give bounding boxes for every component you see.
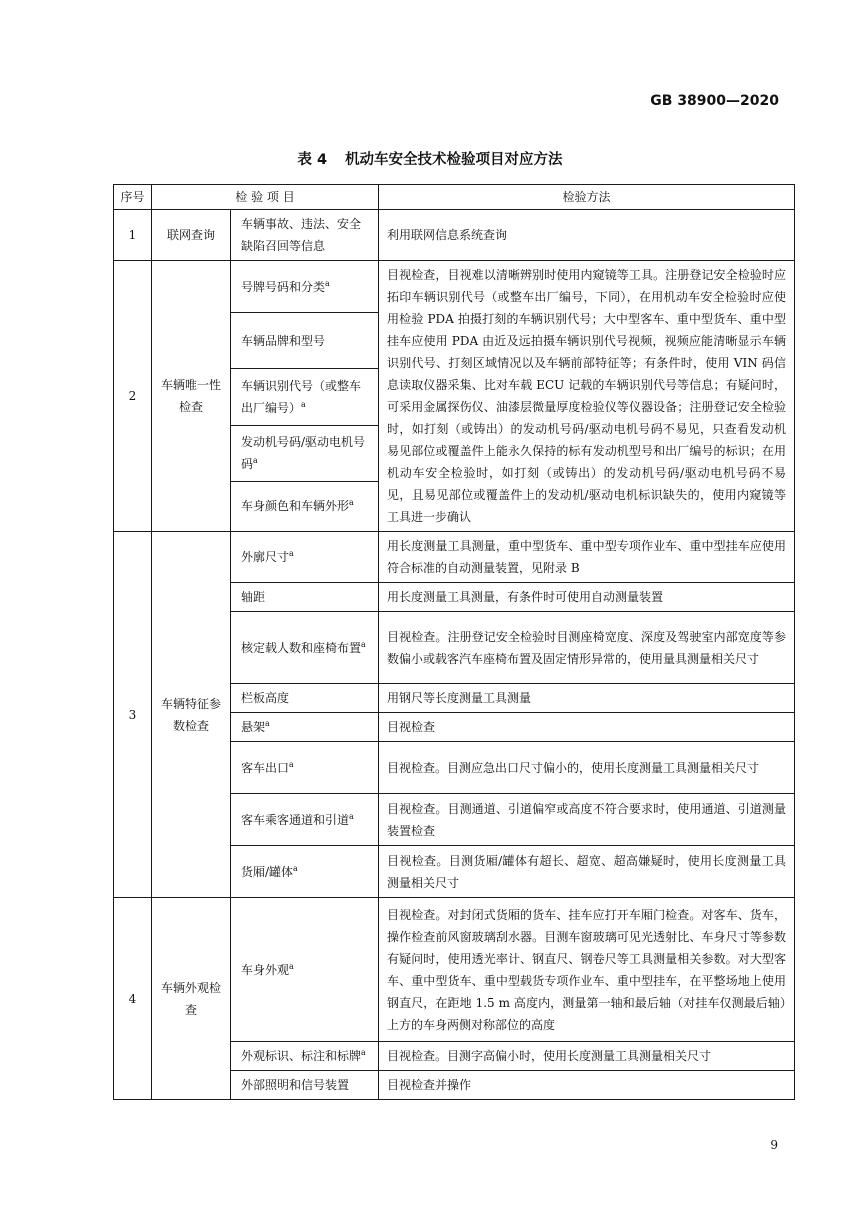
item-cell: [231, 742, 379, 794]
method-cell: 用钢尺等长度测量工具测量: [379, 684, 795, 713]
table-header-row: [114, 185, 795, 210]
group-category: 车辆外观检查: [152, 898, 231, 1100]
table-title: 机动车安全技术检验项目对应方法: [345, 152, 563, 168]
inspection-methods-table: [113, 184, 795, 1100]
method-cell: 目视检查，目视难以清晰辨别时使用内窥镜等工具。注册登记安全检验时应拓印车辆识别代号（或整车出厂编号，下同），在用机动车安全检验时应使用检验 PDA 拍摄打刻的车辆识别代号；大中型客车、重中型货车、重中型挂车应使用 PDA 由近及远拍摄车辆识别代号视频，视频应能清晰显示车辆识别代号、打刻区域情况以及车辆前部特征等；有条件时，使用 VIN 码信息读取仪器采集、比对车载 ECU 记载的车辆识别代号等信息；有疑问时，可采用金属探伤仪、油漆层微量厚度检验仪等仪器设备；注册登记安全检验时，如打刻（或铸出）的发动机号码/驱动电机号码不易见，只查看发动机易见部位或覆盖件上能永久保持的标有发动机型号和出厂编号的标识；在用机动车安全检验时，如打刻（或铸出）的发动机号码/驱动电机号码不易见，且易见部位或覆盖件上的发动机/驱动电机标识缺失的，使用内窥镜等工具进一步确认: [379, 261, 795, 532]
item-text: 车辆识别代号（或整车出厂编号）: [241, 378, 362, 415]
footnote-mark: a: [289, 759, 294, 769]
header-no: 序号: [114, 185, 152, 210]
table-caption: [0, 148, 860, 169]
method-cell: 目视检查并操作: [379, 1071, 795, 1100]
item-cell: [231, 210, 379, 261]
item-text: 车辆品牌和型号: [241, 333, 326, 348]
footnote-mark: a: [301, 399, 306, 409]
footnote-mark: a: [361, 639, 366, 649]
item-cell: [231, 481, 379, 531]
method-cell: 目视检查。目测字高偏小时，使用长度测量工具测量相关尺寸: [379, 1042, 795, 1071]
item-cell: [231, 684, 379, 713]
method-cell: 目视检查。目测货厢/罐体有超长、超宽、超高嫌疑时，使用长度测量工具测量相关尺寸: [379, 846, 795, 898]
item-cell: [231, 794, 379, 846]
item-text: 号牌号码和分类: [241, 279, 326, 294]
item-text: 车身外观: [241, 962, 290, 977]
item-cell: [231, 532, 379, 583]
method-cell: 目视检查。目测通道、引道偏窄或高度不符合要求时，使用通道、引道测量装置检查: [379, 794, 795, 846]
footnote-mark: a: [325, 278, 330, 288]
header-item: 检 验 项 目: [152, 185, 379, 210]
item-text: 外部照明和信号装置: [241, 1078, 350, 1092]
item-text: 外观标识、标注和标牌: [241, 1049, 362, 1063]
footnote-mark: a: [349, 811, 354, 821]
item-cell: [231, 612, 379, 684]
method-cell: 用长度测量工具测量，重中型货车、重中型专项作业车、重中型挂车应使用符合标准的自动测量装置，见附录 B: [379, 532, 795, 583]
item-cell: [231, 713, 379, 742]
group-category: 车辆特征参数检查: [152, 532, 231, 898]
item-text: 客车乘客通道和引道: [241, 812, 350, 827]
item-cell: [231, 313, 379, 369]
item-cell: [231, 1071, 379, 1100]
method-cell: 目视检查。注册登记安全检验时目测座椅宽度、深度及驾驶室内部宽度等参数偏小或载客汽车座椅布置及固定情形异常的，使用量具测量相关尺寸: [379, 612, 795, 684]
header-method: 检验方法: [379, 185, 795, 210]
item-cell: [231, 898, 379, 1042]
table-row: [114, 210, 795, 261]
group-number: 2: [114, 261, 152, 532]
table-row: [114, 898, 795, 1042]
item-text: 发动机号码/驱动电机号码: [241, 435, 366, 472]
standard-code: GB 38900—2020: [650, 93, 779, 109]
footnote-mark: a: [361, 1048, 366, 1057]
group-category: 联网查询: [152, 210, 231, 261]
item-cell: [231, 425, 379, 481]
footnote-mark: a: [265, 719, 270, 728]
item-cell: [231, 846, 379, 898]
item-text: 栏板高度: [241, 691, 290, 705]
method-cell: 目视检查: [379, 713, 795, 742]
item-text: 核定载人数和座椅布置: [241, 640, 362, 655]
item-cell: [231, 1042, 379, 1071]
item-cell: [231, 369, 379, 425]
group-number: 1: [114, 210, 152, 261]
item-text: 轴距: [241, 590, 266, 604]
item-text: 外廓尺寸: [241, 550, 290, 564]
group-number: 3: [114, 532, 152, 898]
item-cell: [231, 261, 379, 313]
method-cell: 目视检查。对封闭式货厢的货车、挂车应打开车厢门检查。对客车、货车，操作检查前风窗玻璃刮水器。目测车窗玻璃可见光透射比、车身尺寸等参数有疑问时，使用透光率计、钢直尺、钢卷尺等工具测量相关参数。对大型客车、重中型货车、重中型载货专项作业车、重中型挂车，在平整场地上使用钢直尺，在距地 1.5 m 高度内，测量第一轴和最后轴（对挂车仅测最后轴）上方的车身两侧对称部位的高度: [379, 898, 795, 1042]
item-text: 货厢/罐体: [241, 864, 294, 879]
footnote-mark: a: [293, 863, 298, 873]
footnote-mark: a: [349, 498, 354, 508]
item-text: 车身颜色和车辆外形: [241, 499, 350, 514]
item-cell: [231, 583, 379, 612]
footnote-mark: a: [289, 961, 294, 971]
method-cell: 利用联网信息系统查询: [379, 210, 795, 261]
item-text: 客车出口: [241, 760, 290, 775]
method-cell: 用长度测量工具测量，有条件时可使用自动测量装置: [379, 583, 795, 612]
group-category: 车辆唯一性检查: [152, 261, 231, 532]
table-row: [114, 261, 795, 313]
item-text: 车辆事故、违法、安全缺陷召回等信息: [241, 217, 362, 253]
footnote-mark: a: [253, 456, 258, 466]
page-number: 9: [770, 1138, 778, 1152]
table-label: 表 4: [297, 152, 328, 168]
group-number: 4: [114, 898, 152, 1100]
item-text: 悬架: [241, 720, 266, 734]
footnote-mark: a: [289, 549, 294, 558]
table-row: [114, 532, 795, 583]
method-cell: 目视检查。目测应急出口尺寸偏小的，使用长度测量工具测量相关尺寸: [379, 742, 795, 794]
